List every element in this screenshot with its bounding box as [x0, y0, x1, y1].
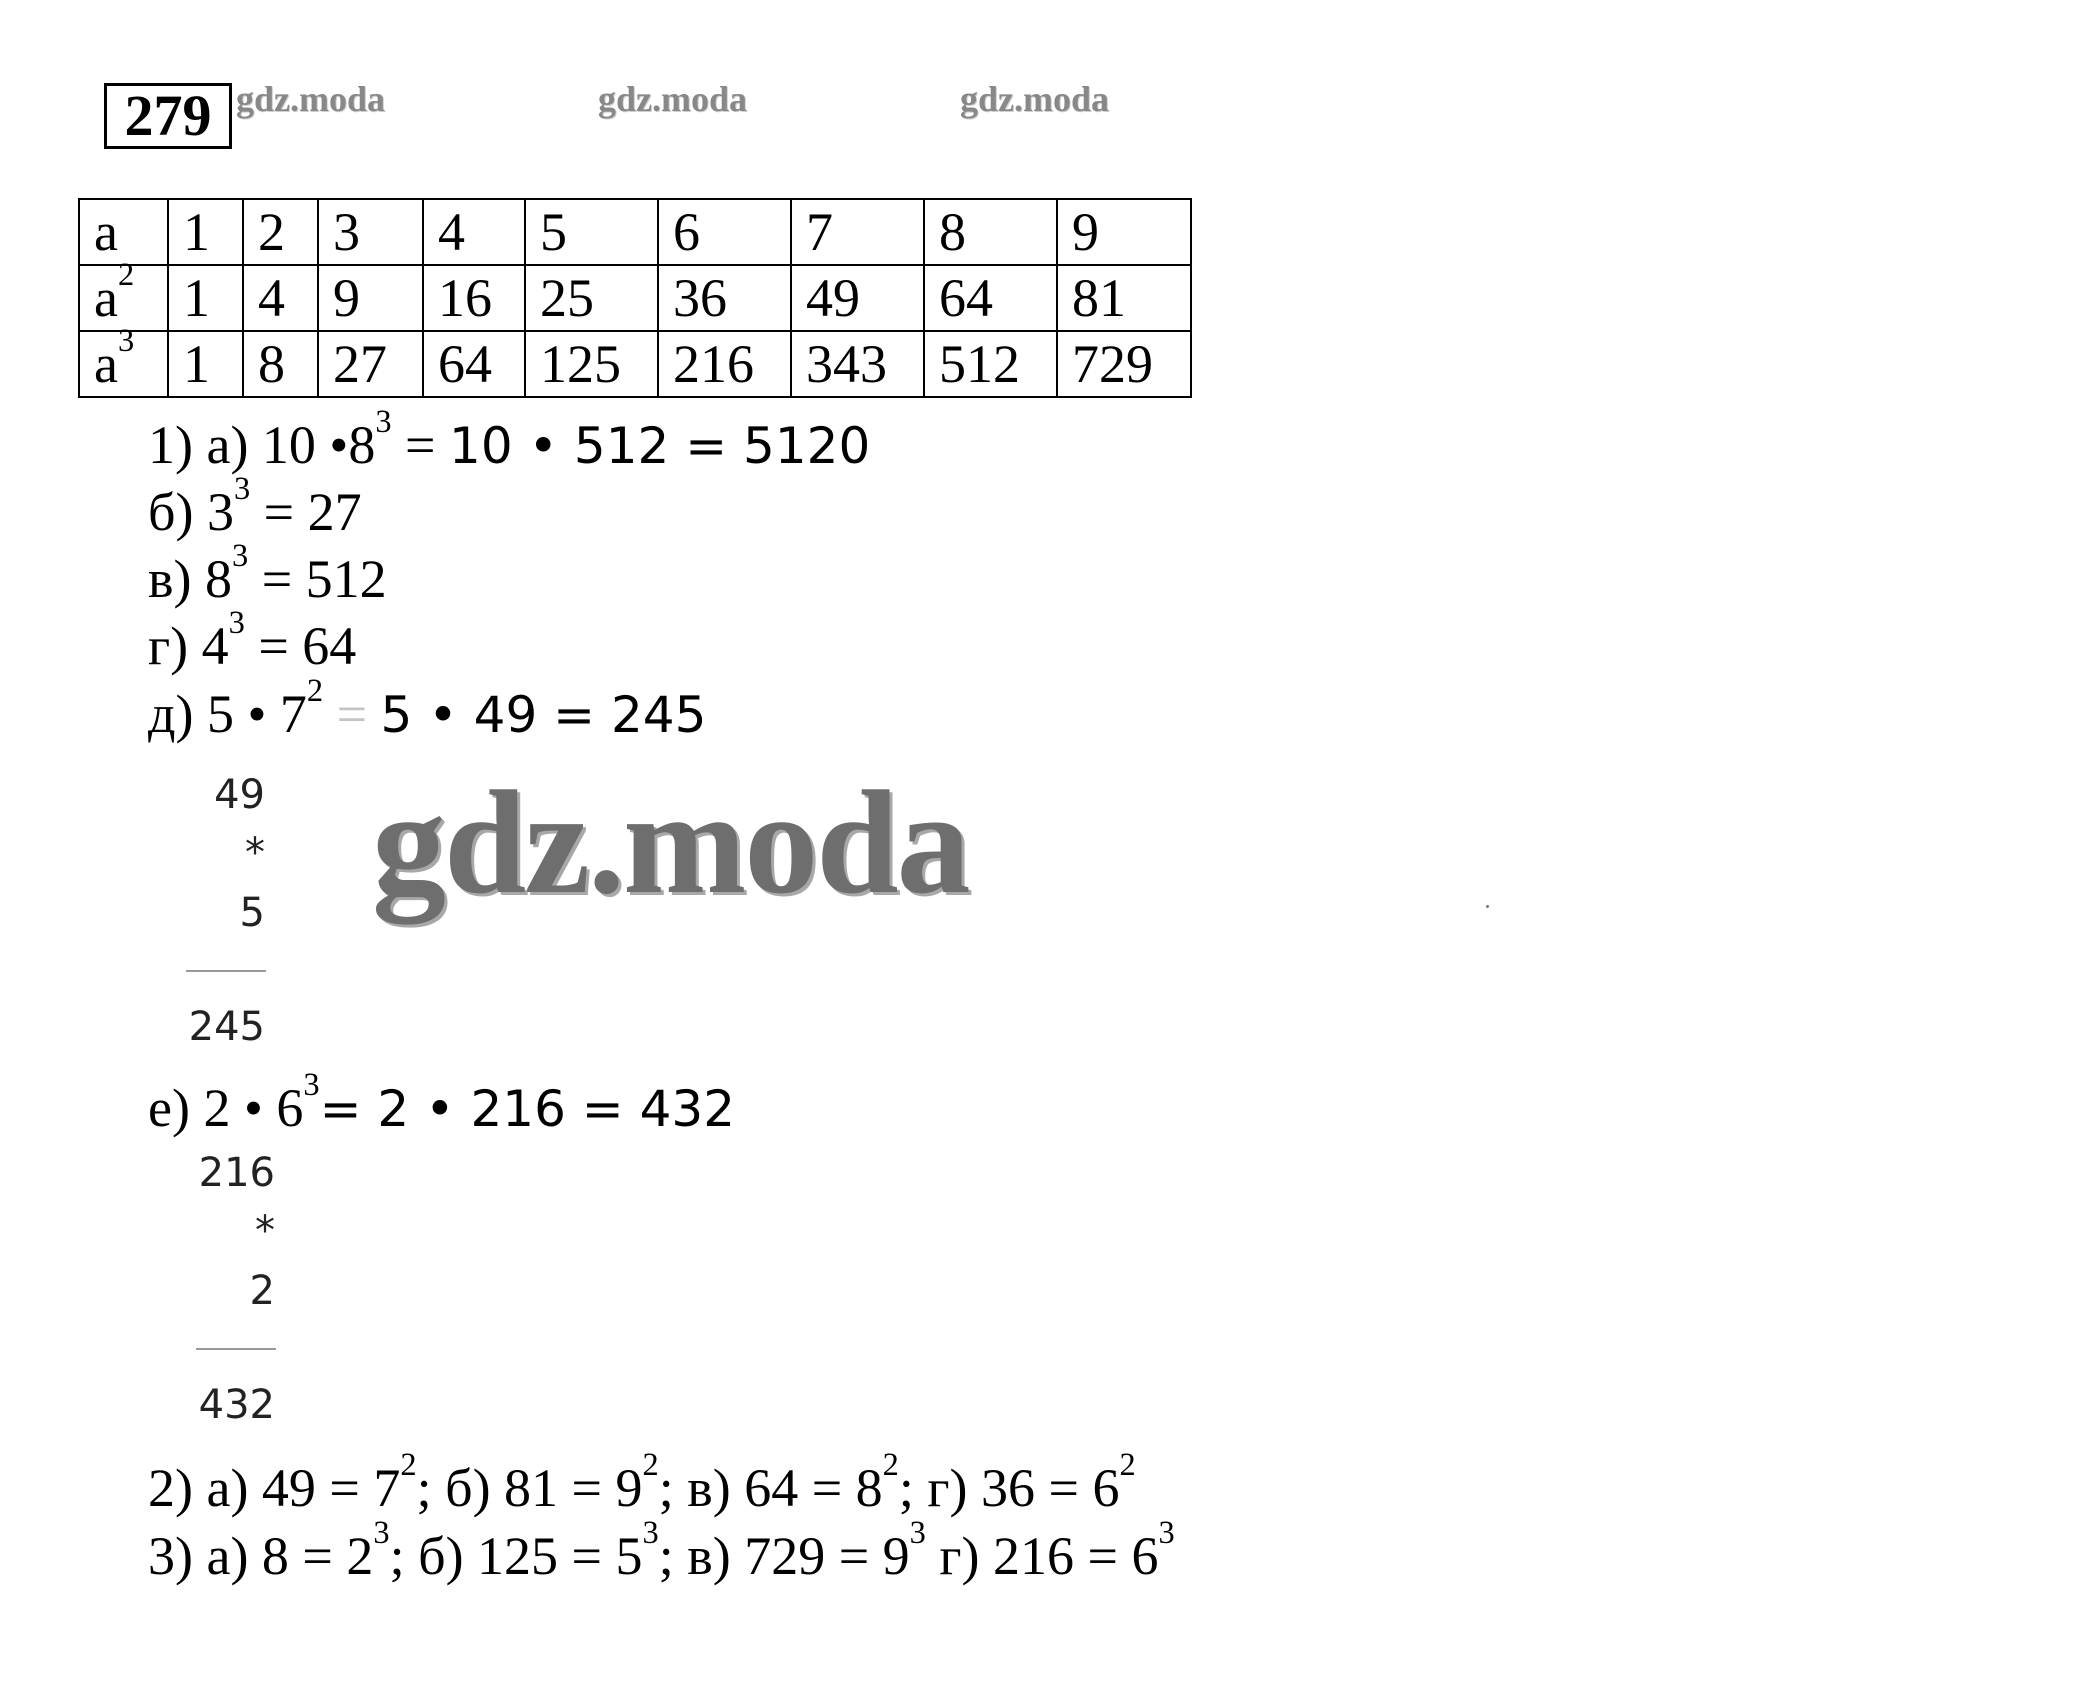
table-cell: 5: [525, 199, 658, 265]
answer-1b: б) $3^3 = 27$: [148, 471, 362, 542]
table-cell: 9: [318, 265, 423, 331]
powers-table: [78, 198, 1192, 398]
answer-1d: д) 5 • $7^2 = 5$ • 49 = 245: [148, 673, 707, 744]
table-row-a: [79, 199, 1191, 265]
answer-1a: 1) а) 10 $•8^3 = 10$ • 512 = 5120: [148, 404, 871, 475]
column-e-bottom: 2: [249, 1268, 275, 1314]
column-e-top: 216: [198, 1150, 275, 1196]
answer-1g: г) $4^3 = 64$: [148, 605, 357, 676]
table-cell: 4: [423, 199, 525, 265]
table-cell: 7: [791, 199, 924, 265]
table-cell: 4: [243, 265, 318, 331]
column-d-top: 49: [214, 772, 265, 818]
table-cell: 27: [318, 331, 423, 397]
table-cell: 64: [924, 265, 1057, 331]
table-cell: 64: [423, 331, 525, 397]
column-e-result: 432: [198, 1382, 275, 1428]
answer-3: 3) а) $8 = 2^3$; б) $125 = 5^3$; в) $729 = 9^3$ г) $216 = 6^3$: [148, 1515, 1175, 1586]
watermark-small-1: gdz.moda: [236, 79, 386, 119]
table-cell: 16: [423, 265, 525, 331]
answer-2: 2) а) $49 = 7^2$; б) $81 = 9^2$; в) $64 = 8^2$; г) $36 = 6^2$: [148, 1447, 1136, 1518]
answer-1e: е) 2 • $6^3= 2$ • 216 = 432: [148, 1067, 736, 1138]
table-cell: 9: [1057, 199, 1191, 265]
row-label: a: [79, 199, 168, 265]
row-label: $a^2$: [79, 265, 168, 331]
watermark-small-3: gdz.moda: [960, 79, 1110, 119]
table-row-a-cubed: [79, 331, 1191, 397]
row-label: $a^3$: [79, 331, 168, 397]
table-cell: 81: [1057, 265, 1191, 331]
table-cell: 1: [168, 199, 243, 265]
table-cell: 1: [168, 331, 243, 397]
table-cell: 729: [1057, 331, 1191, 397]
table-cell: 2: [243, 199, 318, 265]
table-cell: 512: [924, 331, 1057, 397]
stray-dot: [1486, 905, 1489, 908]
table-cell: 49: [791, 265, 924, 331]
column-d-rule: [186, 970, 266, 972]
task-number: 279: [104, 83, 232, 149]
table-cell: 8: [924, 199, 1057, 265]
table-cell: 216: [658, 331, 791, 397]
answer-1v: в) $8^3 = 512$: [148, 538, 387, 609]
column-e-rule: [196, 1348, 276, 1350]
table-cell: 6: [658, 199, 791, 265]
table-cell: 125: [525, 331, 658, 397]
table-cell: 1: [168, 265, 243, 331]
table-cell: 8: [243, 331, 318, 397]
column-d-bottom: 5: [239, 890, 265, 936]
column-e-operator: *: [255, 1208, 275, 1254]
watermark-small-2: gdz.moda: [598, 79, 748, 119]
column-d-result: 245: [188, 1004, 265, 1050]
table-cell: 3: [318, 199, 423, 265]
column-d-operator: *: [245, 830, 265, 876]
table-cell: 343: [791, 331, 924, 397]
table-cell: 25: [525, 265, 658, 331]
watermark-large: gdz.moda: [372, 761, 969, 925]
table-row-a-squared: [79, 265, 1191, 331]
table-cell: 36: [658, 265, 791, 331]
